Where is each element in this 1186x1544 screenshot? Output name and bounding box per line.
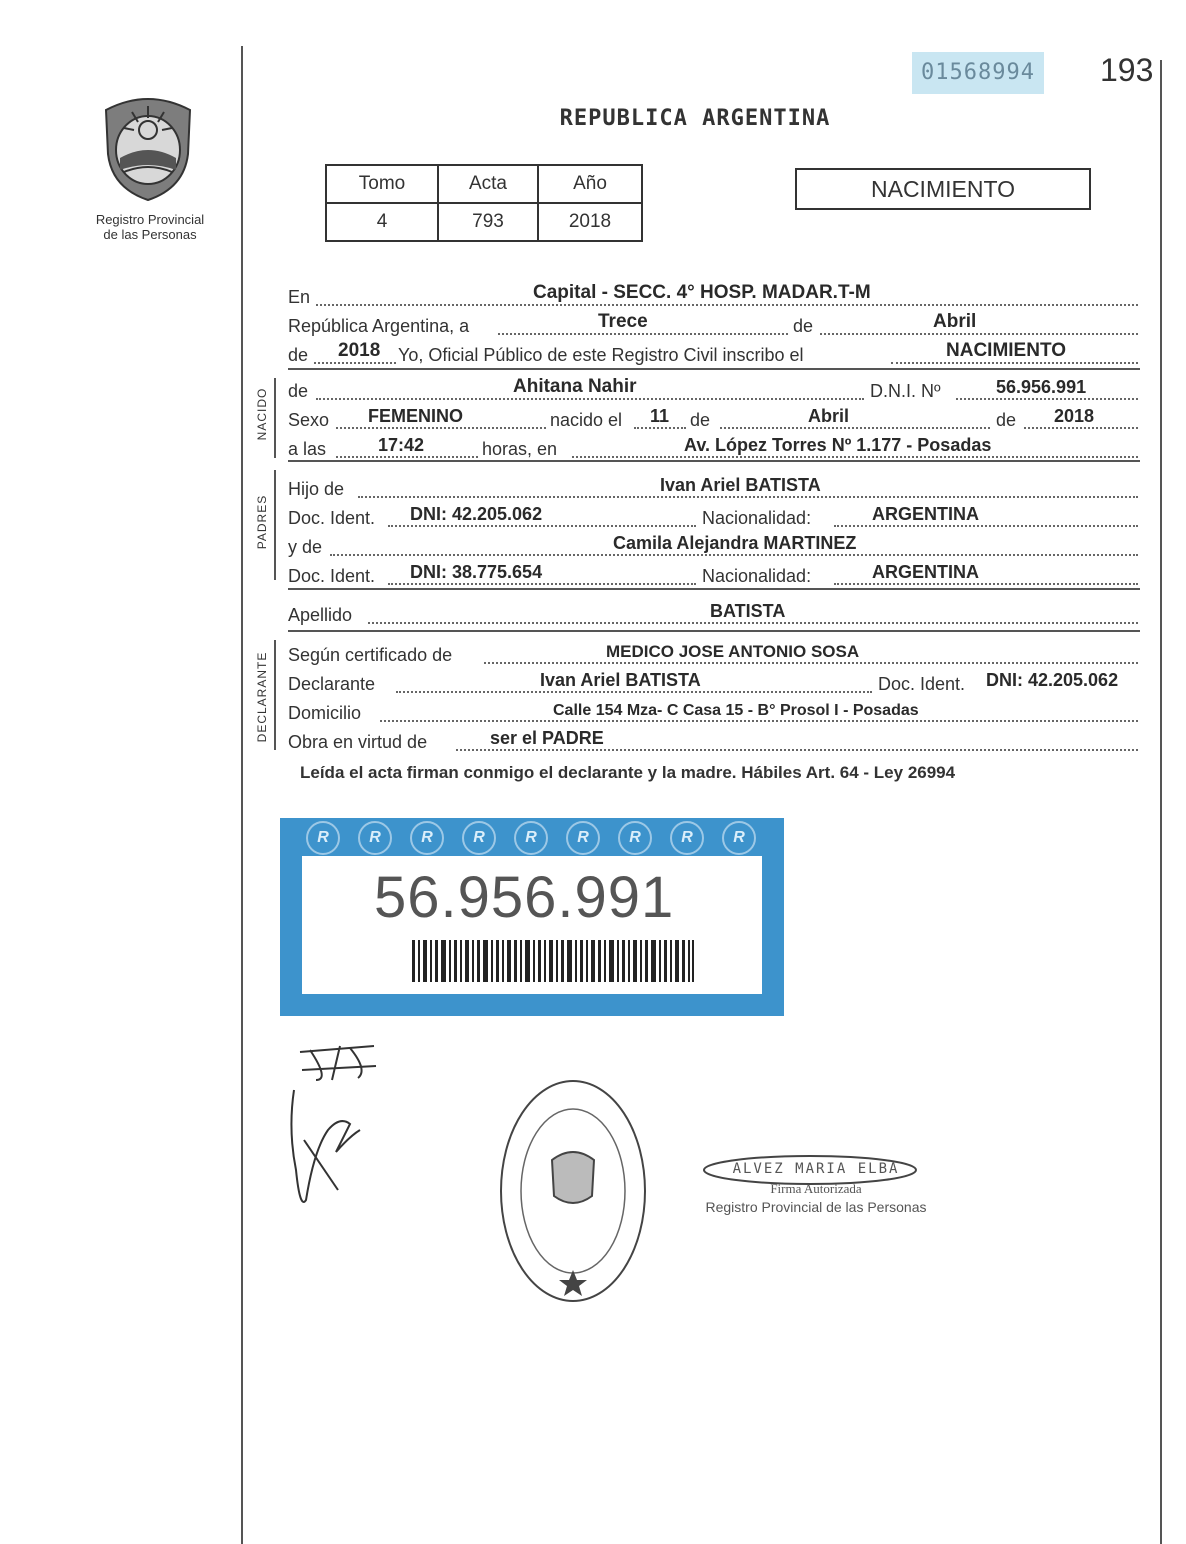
logo-caption-line-1: Registro Provincial (95, 212, 205, 227)
authorized-signature-block (696, 1160, 936, 1217)
father-doc-value: DNI: 42.205.062 (410, 504, 543, 524)
mother-nat-label: Nacionalidad: (702, 566, 812, 586)
acta-value: 793 (438, 203, 538, 241)
row-certificado (288, 640, 1138, 666)
authorized-org: Registro Provincial de las Personas (705, 1199, 927, 1215)
father-doc-label: Doc. Ident. (288, 508, 376, 528)
mother-doc-label: Doc. Ident. (288, 566, 376, 586)
row-domicilio (288, 698, 1138, 724)
republica-label: República Argentina, a (288, 316, 470, 336)
row-hijo-de (288, 474, 1138, 500)
birth-day-value: 11 (650, 406, 670, 426)
father-name-value: Ivan Ariel BATISTA (660, 475, 821, 495)
de2-label: de (288, 345, 309, 365)
r-mark-icon: R (670, 821, 704, 855)
en-value: Capital - SECC. 4° HOSP. MADAR.T-M (533, 282, 871, 303)
apellido-label: Apellido (288, 605, 353, 625)
event-value: NACIMIENTO (946, 340, 1066, 361)
day-value: Trece (598, 311, 648, 332)
obra-label: Obra en virtud de (288, 732, 428, 752)
nacido-section-label: NACIDO (255, 387, 269, 441)
mother-doc-value: DNI: 38.775.654 (410, 562, 543, 582)
r-mark-icon: R (514, 821, 548, 855)
separator-nacido (288, 460, 1140, 462)
row-hora (288, 434, 1138, 460)
declarante-value: Ivan Ariel BATISTA (540, 670, 701, 690)
barcode-icon (412, 940, 694, 982)
official-stamp (498, 1078, 648, 1304)
birth-place-value: Av. López Torres Nº 1.177 - Posadas (684, 435, 992, 455)
child-name-value: Ahitana Nahir (513, 376, 637, 397)
certificado-label: Según certificado de (288, 645, 453, 665)
row-apellido (288, 600, 1138, 626)
padres-section-label: PADRES (255, 494, 269, 550)
horas-label: horas, en (482, 439, 558, 459)
father-nat-label: Nacionalidad: (702, 508, 812, 528)
domicilio-label: Domicilio (288, 703, 362, 723)
declarant-signature (280, 1040, 390, 1220)
domicilio-value: Calle 154 Mza- C Casa 15 - B° Prosol I - Posadas (553, 702, 919, 719)
right-margin-line (1160, 60, 1162, 1544)
serial-number-label: 01568994 (912, 52, 1044, 94)
birth-time-value: 17:42 (378, 435, 425, 455)
anio-header: Año (538, 165, 642, 203)
de-label: de (793, 316, 814, 336)
r-mark-icon: R (306, 821, 340, 855)
inscribe-text: Yo, Oficial Público de este Registro Civil inscribo el (398, 345, 804, 365)
declarante-label: Declarante (288, 674, 376, 694)
a-las-label: a las (288, 439, 327, 459)
sexo-label: Sexo (288, 410, 330, 430)
row-y-de (288, 532, 1138, 558)
sexo-value: FEMENINO (368, 406, 464, 426)
dni-sticker (280, 818, 784, 1016)
birth-year-value: 2018 (1054, 406, 1095, 426)
nacido-de-label: de (288, 381, 309, 401)
dni-label: D.N.I. Nº (870, 381, 941, 401)
logo-caption (70, 212, 230, 242)
row-mother-doc (288, 561, 1138, 587)
r-mark-icon: R (566, 821, 600, 855)
father-nat-value: ARGENTINA (872, 504, 979, 524)
authorized-role: Firma Autorizada (770, 1181, 862, 1196)
tomo-value: 4 (326, 203, 438, 241)
r-mark-icon: R (618, 821, 652, 855)
anio-value: 2018 (538, 203, 642, 241)
sticker-inner (302, 856, 762, 994)
logo-caption-line-2: de las Personas (103, 227, 197, 242)
month-value: Abril (933, 311, 977, 332)
row-nacido-name (288, 376, 1138, 402)
r-mark-icon: R (358, 821, 392, 855)
separator-apellido (288, 630, 1140, 632)
document-title: REPUBLICA ARGENTINA (559, 106, 831, 131)
row-father-doc (288, 503, 1138, 529)
declarante-doc-label: Doc. Ident. (878, 674, 966, 694)
y-de-label: y de (288, 537, 323, 557)
row-sexo (288, 405, 1138, 431)
r-mark-icon: R (410, 821, 444, 855)
row-en (288, 282, 1138, 308)
obra-value: ser el PADRE (490, 728, 604, 748)
declarante-section-label: DECLARANTE (255, 651, 269, 743)
declarante-doc-value: DNI: 42.205.062 (986, 670, 1119, 690)
sticker-dni-number: 56.956.991 (374, 865, 675, 930)
registry-table (325, 164, 643, 242)
nacido-el-label: nacido el (550, 410, 623, 430)
province-seal-logo (92, 92, 204, 202)
row-obra (288, 727, 1138, 753)
certificado-value: MEDICO JOSE ANTONIO SOSA (606, 642, 860, 661)
hijo-de-label: Hijo de (288, 479, 345, 499)
separator-intro (288, 368, 1140, 370)
record-type-box: NACIMIENTO (795, 168, 1091, 210)
separator-padres (288, 588, 1140, 590)
en-label: En (288, 287, 311, 307)
year-value: 2018 (338, 340, 381, 361)
r-mark-icon: R (462, 821, 496, 855)
closing-note: Leída el acta firman conmigo el declarante y la madre. Hábiles Art. 64 - Ley 26994 (300, 763, 956, 782)
row-republica (288, 311, 1138, 337)
authorized-name: ALVEZ MARIA ELBA (732, 1161, 900, 1177)
r-mark-icon: R (722, 821, 756, 855)
page-number: 193 (1100, 52, 1154, 88)
row-inscribe (288, 340, 1138, 366)
acta-header: Acta (438, 165, 538, 203)
left-margin-line (241, 46, 243, 1544)
apellido-value: BATISTA (710, 601, 786, 621)
tomo-header: Tomo (326, 165, 438, 203)
child-dni-value: 56.956.991 (996, 377, 1087, 397)
mother-nat-value: ARGENTINA (872, 562, 979, 582)
row-declarante (288, 669, 1138, 695)
birth-month-value: Abril (808, 406, 850, 426)
nacido-de-label-2: de (690, 410, 711, 430)
padres-side-line (274, 470, 276, 580)
declarante-side-line (274, 640, 276, 750)
nacido-side-line (274, 378, 276, 458)
nacido-de-label-3: de (996, 410, 1017, 430)
mother-name-value: Camila Alejandra MARTINEZ (613, 533, 857, 553)
